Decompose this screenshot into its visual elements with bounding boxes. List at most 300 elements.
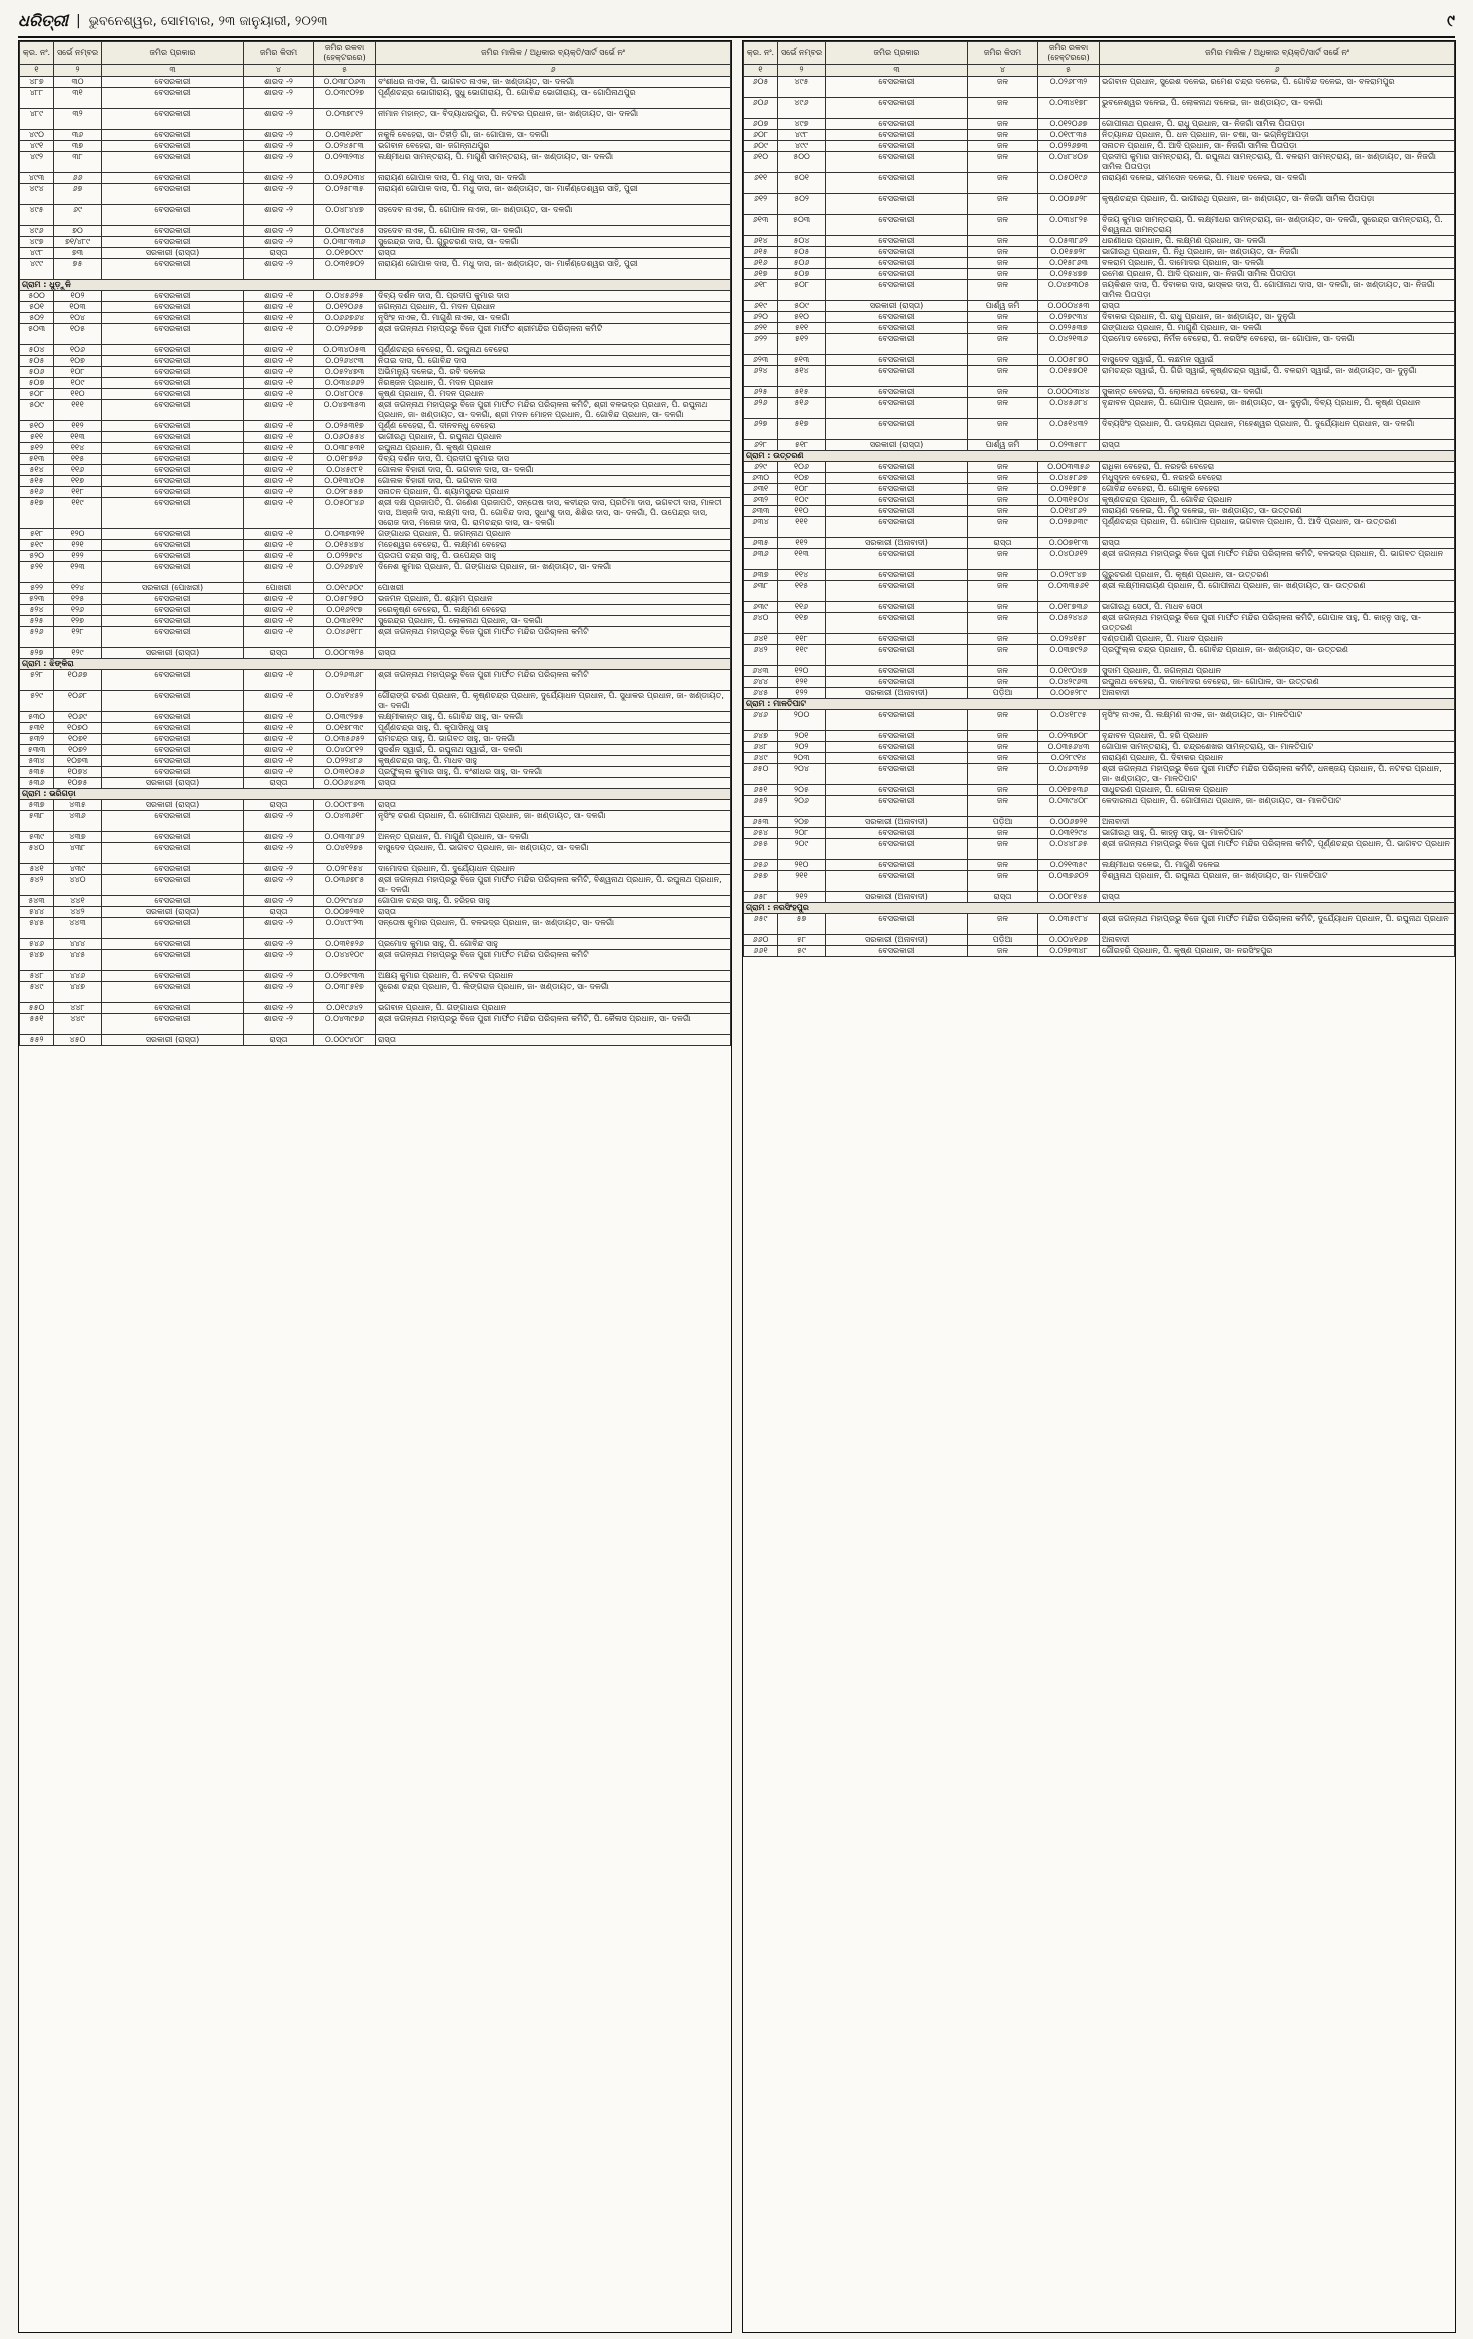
table-row — [744, 914, 1455, 935]
serial-number-cell: ୬୨୬ — [744, 398, 778, 419]
masthead: ଧରିତ୍ରୀ — [18, 11, 68, 30]
land-type-cell: ବେସରକାରୀ — [102, 345, 244, 356]
serial-number-cell: ୫୪୩ — [20, 896, 54, 907]
table-row — [20, 205, 731, 226]
serial-number-cell: ୫୦୬ — [20, 367, 54, 378]
survey-number-cell: ୧୦୩ — [54, 302, 102, 313]
table-row — [20, 389, 731, 400]
serial-number-cell: ୬୩୧ — [744, 484, 778, 495]
land-type-cell: ବେସରକାରୀ — [826, 236, 968, 247]
survey-number-cell: ୨୦୭ — [778, 817, 826, 828]
owner-cell: ଅନାବାଦୀ — [1100, 935, 1455, 946]
owner-cell: ରାସ୍ତା — [376, 648, 731, 659]
area-cell: ୦.୦୧୩୪୦୫ — [314, 476, 376, 487]
col-header-survey: ସର୍ଭେ ନମ୍ବର — [54, 42, 102, 65]
area-cell: ୦.୦୩୭୯୨୬ — [1038, 645, 1100, 666]
kisam-cell: ରାସ୍ତା — [244, 1035, 314, 1046]
serial-number-cell: ୫୧୩ — [20, 454, 54, 465]
table-row — [20, 864, 731, 875]
area-cell: ୦.୦୪୫୬୨୫ — [314, 291, 376, 302]
area-cell: ୦.୦୩୮୩୩୬ — [314, 237, 376, 248]
kisam-cell: ଶାରଦ -୨ — [244, 130, 314, 141]
area-cell: ୦.୦୨୫୩୧୭ — [314, 421, 376, 432]
table-row — [20, 356, 731, 367]
owner-cell: ସହଦେବ ନାଏକ, ପି. ଗୋପାଳ ନାଏକ, ସା- ଦଳଗାଁ — [376, 226, 731, 237]
kisam-cell: ଶାରଦ -୨ — [244, 832, 314, 843]
area-cell: ୦.୦୩୪୬୬୨ — [314, 378, 376, 389]
area-cell: ୦.୦୧୮୭୨୬ — [314, 454, 376, 465]
owner-cell: ଦଣ୍ଡପାଣି ପ୍ରଧାନ, ପି. ମାଧବ ପ୍ରଧାନ — [1100, 634, 1455, 645]
kisam-cell: ଶାରଦ -୧ — [244, 378, 314, 389]
serial-number-cell: ୬୫୦ — [744, 764, 778, 785]
land-type-cell: ବେସରକାରୀ — [826, 570, 968, 581]
land-type-cell: ବେସରକାରୀ — [102, 950, 244, 971]
table-row — [744, 677, 1455, 688]
serial-number-cell: ୫୩୪ — [20, 756, 54, 767]
kisam-cell: ଜଳ — [968, 484, 1038, 495]
land-type-cell: ବେସରକାରୀ — [102, 77, 244, 88]
kisam-cell: ଜଳ — [968, 173, 1038, 194]
col-number: ୪ — [968, 65, 1038, 77]
table-row — [20, 400, 731, 421]
table-row — [20, 907, 731, 918]
survey-number-cell: ୨୧୧ — [778, 871, 826, 892]
table-row — [20, 1014, 731, 1035]
serial-number-cell: ୫୫୧ — [20, 1014, 54, 1035]
survey-number-cell: ୨୦୨ — [778, 742, 826, 753]
owner-cell: ପୂର୍ଣ୍ଣଚନ୍ଦ୍ର ବେହେରା, ପି. ରଘୁନାଥ ବେହେରା — [376, 345, 731, 356]
area-cell: ୦.୦୩୪୦୫୩ — [314, 345, 376, 356]
area-cell: ୦.୦୪୫୮୬୭ — [1038, 473, 1100, 484]
land-type-cell: ବେସରକାରୀ — [826, 742, 968, 753]
area-cell: ୦.୦୩୧୫୦୪ — [1038, 495, 1100, 506]
col-number: ୨ — [778, 65, 826, 77]
serial-number-cell: ୫୩୨ — [20, 734, 54, 745]
survey-number-cell: ୧୨୧ — [54, 540, 102, 551]
serial-number-cell: ୫୪୧ — [20, 864, 54, 875]
area-cell: ୦.୦୩୪୧୨୯ — [314, 616, 376, 627]
area-cell: ୦.୦୪୧୮୯୫ — [1038, 710, 1100, 731]
table-row — [744, 753, 1455, 764]
serial-number-cell: ୬୪୩ — [744, 666, 778, 677]
survey-number-cell: ୧୦୭୫ — [54, 778, 102, 789]
serial-number-cell: ୬୪୦ — [744, 613, 778, 634]
survey-number-cell: ୫୦୩ — [778, 215, 826, 236]
table-row — [20, 487, 731, 498]
table-row — [744, 764, 1455, 785]
land-type-cell: ବେସରକାରୀ — [102, 918, 244, 939]
table-row — [20, 745, 731, 756]
survey-number-cell: ୧୦୬୮ — [54, 691, 102, 712]
land-type-cell: ସରକାରୀ (ଅନାବାଦୀ) — [826, 935, 968, 946]
table-row — [20, 670, 731, 691]
kisam-cell: ଜଳ — [968, 258, 1038, 269]
kisam-cell: ଶାରଦ -୨ — [244, 205, 314, 226]
survey-number-cell: ୧୦୮ — [54, 367, 102, 378]
land-type-cell: ବେସରକାରୀ — [826, 517, 968, 538]
survey-number-cell: ୩୮ — [54, 152, 102, 173]
serial-number-cell: ୬୨୫ — [744, 387, 778, 398]
village-name: ଗ୍ରାମ : ଭରିଗଡ଼ା — [20, 789, 731, 800]
serial-number-cell: ୫୦୭ — [20, 378, 54, 389]
col-header-serial: କ୍ର. ନଂ. — [744, 42, 778, 65]
owner-cell: ନାରାୟଣ ଦଳେଇ, ପି. ମିଠୁ ଦଳେଇ, ଜା- ଖଣ୍ଡାୟତ, ସା- ଉତ୍ତରଣ — [1100, 506, 1455, 517]
col-header-land-type: ଜମିର ପ୍ରକାର — [102, 42, 244, 65]
area-cell: ୦.୦୨୩୨୩୪ — [314, 152, 376, 173]
kisam-cell: ଜଳ — [968, 462, 1038, 473]
survey-number-cell: ୧୧୩ — [54, 432, 102, 443]
land-type-cell: ବେସରକାରୀ — [102, 487, 244, 498]
survey-number-cell: ୧୦୭୦ — [54, 723, 102, 734]
table-row — [20, 476, 731, 487]
kisam-cell: ଶାରଦ -୧ — [244, 313, 314, 324]
owner-cell: ଶ୍ରୀ ଜଗନ୍ନାଥ ମହାପ୍ରଭୁ ବିଜେ ପୁରୀ ମାର୍ଫତ ଶ୍ରୀମନ୍ଦିର ପରିଚାଳନା କମିଟି — [376, 324, 731, 345]
owner-cell: ଅଭିମନ୍ୟୁ ଦଳେଇ, ପି. ରବି ଦଳେଇ — [376, 367, 731, 378]
owner-cell: ଭଜମନ ପ୍ରଧାନ, ପି. ଶ୍ୟାମ ପ୍ରଧାନ — [376, 594, 731, 605]
village-header-row — [20, 789, 731, 800]
kisam-cell: ଶାରଦ -୧ — [244, 616, 314, 627]
survey-number-cell: ୪୯୮ — [778, 130, 826, 141]
owner-cell: ପୂର୍ଣ୍ଣଚନ୍ଦ୍ର ସାହୁ, ପି. କୃପାସିନ୍ଧୁ ସାହୁ — [376, 723, 731, 734]
area-cell: ୦.୦୪୬୧୮୮ — [314, 627, 376, 648]
serial-number-cell: ୫୧୮ — [20, 529, 54, 540]
area-cell: ୦.୦୧୯୬୦୯ — [314, 583, 376, 594]
area-cell: ୦.୦୩୫୬୫୨ — [314, 734, 376, 745]
owner-cell: ପ୍ରଫୁଲ୍ଲ କୁମାର ସାହୁ, ପି. ବଂଶୀଧର ସାହୁ, ସା- ଦଳଗାଁ — [376, 767, 731, 778]
land-type-cell: ବେସରକାରୀ — [102, 627, 244, 648]
area-cell: ୦.୦୩୩୫୬୧ — [1038, 581, 1100, 602]
serial-number-cell: ୬୪୧ — [744, 634, 778, 645]
kisam-cell: ଶାରଦ -୧ — [244, 400, 314, 421]
land-type-cell: ବେସରକାରୀ — [102, 551, 244, 562]
table-row — [744, 366, 1455, 387]
survey-number-cell: ୧୨୯ — [54, 648, 102, 659]
land-type-cell: ବେସରକାରୀ — [826, 645, 968, 666]
kisam-cell: ଜଳ — [968, 666, 1038, 677]
serial-number-cell: ୬୨୩ — [744, 355, 778, 366]
owner-cell: ନୃସିଂହ ନାଏକ, ପି. ଲକ୍ଷ୍ମଣ ନାଏକ, ଜା- ଖଣ୍ଡାୟତ, ସା- ମାଳତିପାଟ — [1100, 710, 1455, 731]
land-type-cell: ବେସରକାରୀ — [826, 914, 968, 935]
serial-number-cell: ୬୨୯ — [744, 462, 778, 473]
owner-cell: ନିରଞ୍ଜନ ପ୍ରଧାନ, ପି. ମଦନ ପ୍ରଧାନ — [376, 378, 731, 389]
kisam-cell: ଶାରଦ -୨ — [244, 173, 314, 184]
serial-number-cell: ୪୯୯ — [20, 259, 54, 280]
table-row — [744, 731, 1455, 742]
area-cell: ୦.୦୪୨୧୩୬ — [1038, 334, 1100, 355]
area-cell: ୦.୦୩୧୭୦୨ — [314, 259, 376, 280]
land-type-cell: ବେସରକାରୀ — [102, 540, 244, 551]
serial-number-cell: ୪୯୦ — [20, 130, 54, 141]
land-type-cell: ବେସରକାରୀ — [826, 387, 968, 398]
owner-cell: ବୃନ୍ଦାବନ ପ୍ରଧାନ, ପି. ହରି ପ୍ରଧାନ — [1100, 731, 1455, 742]
table-row — [744, 280, 1455, 301]
land-type-cell: ବେସରକାରୀ — [102, 367, 244, 378]
village-name: ଗ୍ରାମ : ଉତ୍ତରଣ — [744, 451, 1455, 462]
kisam-cell: ଶାରଦ -୧ — [244, 291, 314, 302]
land-type-cell: ବେସରକାରୀ — [826, 130, 968, 141]
kisam-cell: ଜଳ — [968, 860, 1038, 871]
area-cell: ୦.୦୪୮୦୯୫ — [314, 389, 376, 400]
kisam-cell: ଜଳ — [968, 312, 1038, 323]
land-type-cell: ବେସରକାରୀ — [102, 313, 244, 324]
kisam-cell: ଜଳ — [968, 323, 1038, 334]
kisam-cell: ଶାରଦ -୧ — [244, 389, 314, 400]
owner-cell: ଭାଗୀରଥି ପ୍ରଧାନ, ପି. ରଘୁନାଥ ପ୍ରଧାନ — [376, 432, 731, 443]
kisam-cell: ଜଳ — [968, 236, 1038, 247]
owner-cell: ଅନନ୍ତ ପ୍ରଧାନ, ପି. ମାଗୁଣି ପ୍ରଧାନ, ସା- ଦଳଗାଁ — [376, 832, 731, 843]
serial-number-cell: ୫୦୧ — [20, 302, 54, 313]
land-type-cell: ସରକାରୀ (ଅନାବାଦୀ) — [826, 688, 968, 699]
kisam-cell: ଜଳ — [968, 764, 1038, 785]
owner-cell: ରାସ୍ତା — [376, 778, 731, 789]
area-cell: ୦.୦୨୬୩୬୮ — [314, 670, 376, 691]
serial-number-cell: ୬୩୮ — [744, 581, 778, 602]
kisam-cell: ରାସ୍ତା — [244, 907, 314, 918]
land-type-cell: ବେସରକାରୀ — [826, 871, 968, 892]
owner-cell: ପୂର୍ଣ୍ଣଚନ୍ଦ୍ର ଭୋଗୀରାୟ, ସୁଧୁ ଭୋଗୀରାୟ, ପି. ଗୋବିନ୍ଦ ଭୋଗୀରାୟ, ସା- ଗୋପିନାଥପୁର — [376, 88, 731, 109]
serial-number-cell: ୫୪୮ — [20, 971, 54, 982]
survey-number-cell: ୧୦୬୭ — [54, 670, 102, 691]
owner-cell: ନିତ୍ୟାନନ୍ଦ ପ୍ରଧାନ, ପି. ଧନ ପ୍ରଧାନ, ଜା- ଚଷା, ସା- ଭଗ୍ନିନୁଆପଡ଼ା — [1100, 130, 1455, 141]
area-cell: ୦.୦୧୭୫୩୬ — [1038, 785, 1100, 796]
serial-number-cell: ୬୧୫ — [744, 247, 778, 258]
table-row — [20, 551, 731, 562]
area-cell: ୦.୦୪୬୩୨୭ — [1038, 764, 1100, 785]
col-header-kisam: ଜମିର କିସମ — [968, 42, 1038, 65]
kisam-cell: ଶାରଦ -୧ — [244, 454, 314, 465]
table-row — [20, 432, 731, 443]
table-row — [20, 248, 731, 259]
area-cell: ୦.୦୦୬୪୬୩ — [314, 778, 376, 789]
owner-cell: ଗଙ୍ଗାଧର ପ୍ରଧାନ, ପି. ଜଗନ୍ନାଥ ପ୍ରଧାନ — [376, 529, 731, 540]
land-type-cell: ବେସରକାରୀ — [826, 462, 968, 473]
village-name: ଗ୍ରାମ : ଝିଙ୍କିରା — [20, 659, 731, 670]
table-row — [20, 421, 731, 432]
owner-cell: ଦିବ୍ୟ ଦର୍ଶନ ଦାସ, ପି. ପ୍ରଦୀପ କୁମାର ଦାସ — [376, 454, 731, 465]
serial-number-cell: ୬୨୨ — [744, 334, 778, 355]
land-type-cell: ବେସରକାରୀ — [826, 312, 968, 323]
left-land-table-panel — [18, 40, 732, 2333]
table-row — [20, 778, 731, 789]
kisam-cell: ଜଳ — [968, 871, 1038, 892]
table-row — [20, 982, 731, 1003]
survey-number-cell: ୫୭ — [778, 914, 826, 935]
owner-cell: ଭଗବାନ ବେହେରା, ସା- ଜଗନ୍ନାଥପୁର — [376, 141, 731, 152]
serial-number-cell: ୫୨୨ — [20, 583, 54, 594]
area-cell: ୦.୦୪୦୮୧୨ — [314, 745, 376, 756]
kisam-cell: ଜଳ — [968, 194, 1038, 215]
kisam-cell: ଶାରଦ -୧ — [244, 476, 314, 487]
owner-cell: ବଳରାମ ପ୍ରଧାନ, ପି. ଦାମୋଦର ପ୍ରଧାନ, ସା- ଦଳଗାଁ — [1100, 258, 1455, 269]
page-number: ୯ — [1447, 11, 1455, 30]
survey-number-cell: ୫୧୫ — [778, 387, 826, 398]
survey-number-cell: ୪୪୭ — [54, 982, 102, 1003]
serial-number-cell: ୬୪୭ — [744, 731, 778, 742]
owner-cell: ଦିନେଶ କୁମାର ପ୍ରଧାନ, ପି. ଗଙ୍ଗାଧର ପ୍ରଧାନ, ଜା- ଖଣ୍ଡାୟତ, ସା- ଦଳଗାଁ — [376, 562, 731, 583]
table-row — [20, 767, 731, 778]
land-type-cell: ବେସରକାରୀ — [102, 498, 244, 529]
table-row — [20, 1035, 731, 1046]
survey-number-cell: ୪୪୫ — [54, 950, 102, 971]
serial-number-cell: ୬୫୯ — [744, 914, 778, 935]
survey-number-cell: ୪୪୪ — [54, 939, 102, 950]
kisam-cell: ଶାରଦ -୧ — [244, 432, 314, 443]
serial-number-cell: ୫୨୪ — [20, 605, 54, 616]
survey-number-cell: ୭୦ — [54, 226, 102, 237]
serial-number-cell: ୫୩୩ — [20, 745, 54, 756]
serial-number-cell: ୬୧୪ — [744, 236, 778, 247]
serial-number-cell: ୫୫୨ — [20, 1035, 54, 1046]
kisam-cell: ଜଳ — [968, 387, 1038, 398]
table-row — [20, 237, 731, 248]
area-cell: ୦.୦୩୧୨୯୪ — [1038, 828, 1100, 839]
area-cell: ୦.୦୨୮୫୫୭ — [314, 487, 376, 498]
village-header-row — [20, 280, 731, 291]
right-land-table-panel — [742, 40, 1456, 2333]
survey-number-cell: ୪୩୫ — [54, 800, 102, 811]
table-row — [20, 324, 731, 345]
survey-number-cell: ୫୧୧ — [778, 323, 826, 334]
survey-number-cell: ୪୩୯ — [54, 864, 102, 875]
serial-number-cell: ୫୧୦ — [20, 421, 54, 432]
area-cell: ୦.୦୦୦୩୪୪ — [1038, 387, 1100, 398]
owner-cell: ବିଜୟ କୁମାର ସାମନ୍ତରାୟ, ପି. ଲକ୍ଷ୍ମୀଧର ସାମନ୍ତରାୟ, ଜା- ଖଣ୍ଡାୟତ, ସା- ଦଳଗାଁ, ସୁରେନ୍ଦ୍ର ସାମନ୍ତରାୟ, ପି. ବିଶ୍ୱନାଥ ସାମନ୍ତରାୟ — [1100, 215, 1455, 236]
land-type-cell: ବେସରକାରୀ — [102, 712, 244, 723]
area-cell: ୦.୦୫୨୪୪୬ — [1038, 613, 1100, 634]
area-cell: ୦.୦୩୧୦୫୬ — [314, 767, 376, 778]
land-type-cell: ବେସରକାରୀ — [826, 258, 968, 269]
kisam-cell: ଜଳ — [968, 602, 1038, 613]
area-cell: ୦.୦୧୨୦୬୭ — [1038, 119, 1100, 130]
serial-number-cell: ୪୯୮ — [20, 248, 54, 259]
table-row — [20, 734, 731, 745]
survey-number-cell: ୪୪୯ — [54, 1014, 102, 1035]
area-cell: ୦.୦୨୪୫୮୩ — [314, 141, 376, 152]
survey-number-cell: ୫୦୫ — [778, 247, 826, 258]
survey-number-cell: ୧୧୮ — [778, 634, 826, 645]
area-cell: ୦.୦୩୮୫୧୭ — [314, 982, 376, 1003]
survey-number-cell: ୧୧୫ — [54, 454, 102, 465]
survey-number-cell: ୧୨୨ — [778, 688, 826, 699]
kisam-cell: ଜଳ — [968, 77, 1038, 98]
area-cell: ୦.୦୪୯୮୨୩ — [314, 918, 376, 939]
kisam-cell: ରାସ୍ତା — [244, 800, 314, 811]
table-row — [744, 387, 1455, 398]
area-cell: ୦.୦୪୧୨୭୫ — [314, 843, 376, 864]
village-header-row — [744, 451, 1455, 462]
kisam-cell: ଶାରଦ -୧ — [244, 691, 314, 712]
serial-number-cell: ୫୦୦ — [20, 291, 54, 302]
table-row — [744, 215, 1455, 236]
land-type-cell: ସରକାରୀ (ରାସ୍ତା) — [826, 301, 968, 312]
land-type-cell: ବେସରକାରୀ — [826, 828, 968, 839]
kisam-cell: ପାର୍ଶ୍ୱ ଜମି — [968, 440, 1038, 451]
serial-number-cell: ୫୧୭ — [20, 498, 54, 529]
survey-number-cell: ୫୦୪ — [778, 236, 826, 247]
survey-number-cell: ୪୪୧ — [54, 896, 102, 907]
owner-cell: ଗୋପାଳ ଚନ୍ଦ୍ର ସାହୁ, ପି. ହରିହର ସାହୁ — [376, 896, 731, 907]
area-cell: ୦.୦୨୭୬୩୯ — [1038, 517, 1100, 538]
serial-number-cell: ୬୨୪ — [744, 366, 778, 387]
land-type-cell: ସରକାରୀ (ଅନାବାଦୀ) — [826, 817, 968, 828]
kisam-cell: ଜଳ — [968, 398, 1038, 419]
survey-number-cell: ୫୦୨ — [778, 194, 826, 215]
land-type-cell: ବେସରକାରୀ — [826, 173, 968, 194]
serial-number-cell: ୬୩୫ — [744, 538, 778, 549]
owner-cell: ଗୌରହରି ପ୍ରଧାନ, ପି. କୃଷ୍ଣ ପ୍ରଧାନ, ସା- ନରସିଂହପୁର — [1100, 946, 1455, 957]
survey-number-cell: ୫୧୩ — [778, 355, 826, 366]
survey-number-cell: ୭୫ — [54, 259, 102, 280]
serial-number-cell: ୬୪୮ — [744, 742, 778, 753]
table-row — [20, 291, 731, 302]
owner-cell: ଶ୍ରୀ ଜଗନ୍ନାଥ ମହାପ୍ରଭୁ ବିଜେ ପୁରୀ ମାର୍ଫତ ମନ୍ଦିର ପରିଚାଳନା କମିଟି, ବଳଭଦ୍ର ପ୍ରଧାନ, ପି. ଭାଗବତ ପ୍ରଧାନ — [1100, 549, 1455, 570]
survey-number-cell: ୧୧୩ — [778, 549, 826, 570]
kisam-cell: ପଡ଼ିଆ — [968, 935, 1038, 946]
kisam-cell: ଶାରଦ -୨ — [244, 896, 314, 907]
serial-number-cell: ୬୫୧ — [744, 785, 778, 796]
survey-number-cell: ୪୪୦ — [54, 875, 102, 896]
land-type-cell: ବେସରକାରୀ — [102, 616, 244, 627]
land-type-cell: ବେସରକାରୀ — [826, 602, 968, 613]
kisam-cell: ଜଳ — [968, 506, 1038, 517]
dateline: ଭୁବନେଶ୍ୱର, ସୋମବାର, ୨୩ ଜାନୁୟାରୀ, ୨୦୨୩ — [88, 13, 328, 29]
land-type-cell: ବେସରକାରୀ — [102, 421, 244, 432]
serial-number-cell: ୫୦୯ — [20, 400, 54, 421]
serial-number-cell: ୬୩୭ — [744, 570, 778, 581]
kisam-cell: ଶାରଦ -୨ — [244, 864, 314, 875]
serial-number-cell: ୪୯୭ — [20, 237, 54, 248]
area-cell: ୦.୦୪୭୩୦୫ — [1038, 280, 1100, 301]
survey-number-cell: ୧୨୮ — [54, 627, 102, 648]
kisam-cell: ଶାରଦ -୨ — [244, 77, 314, 88]
land-type-cell: ବେସରକାରୀ — [102, 1003, 244, 1014]
area-cell: ୦.୦୧୫୮୬୩ — [1038, 258, 1100, 269]
kisam-cell: ଶାରଦ -୧ — [244, 540, 314, 551]
table-row — [20, 583, 731, 594]
survey-number-cell: ୧୨୩ — [54, 562, 102, 583]
land-type-cell: ବେସରକାରୀ — [102, 1014, 244, 1035]
owner-cell: ରାସ୍ତା — [1100, 538, 1455, 549]
serial-number-cell: ୫୪୪ — [20, 907, 54, 918]
table-row — [20, 141, 731, 152]
survey-number-cell: ୪୫୦ — [54, 1035, 102, 1046]
survey-number-cell: ୫୮ — [778, 935, 826, 946]
area-cell: ୦.୦୫୧୪୩୨ — [1038, 419, 1100, 440]
owner-cell: ବଂଶୀଧର ନାଏକ, ପି. ଭାଗବତ ନାଏକ, ଜା- ଖଣ୍ଡାୟତ, ସା- ଦଳଗାଁ — [376, 77, 731, 88]
serial-number-cell: ୫୪୦ — [20, 843, 54, 864]
land-type-cell: ବେସରକାରୀ — [826, 119, 968, 130]
page-header — [18, 6, 1455, 38]
area-cell: ୦.୦୩୩୮୬୨ — [314, 832, 376, 843]
survey-number-cell: ୪୩୮ — [54, 843, 102, 864]
survey-number-cell: ୧୦୮ — [778, 484, 826, 495]
owner-cell: ଭଗବାନ ପ୍ରଧାନ, ସୁରେଶ ଦଳେଇ, ରମେଶ ଚନ୍ଦ୍ର ଦଳେଇ, ପି. ଗୋବିନ୍ଦ ଦଳେଇ, ସା- ବଳରାମପୁର — [1100, 77, 1455, 98]
kisam-cell: ଶାରଦ -୨ — [244, 982, 314, 1003]
owner-cell: ଶ୍ରୀ ଜଗନ୍ନାଥ ମହାପ୍ରଭୁ ବିଜେ ପୁରୀ ମାର୍ଫତ ମନ୍ଦିର ପରିଚାଳନା କମିଟି, ଶ୍ରୀ ବଳଭଦ୍ର ପ୍ରଧାନ, ପି. ରଘୁନାଥ ପ୍ରଧାନ, ଜା- ଖଣ୍ଡାୟତ, ସା- ଦଳଗାଁ, ଶ୍ରୀ ମଦନ ମୋହନ ପ୍ରଧାନ, ପି. ଗୋବିନ୍ଦ ପ୍ରଧାନ, ସା- ଦଳଗାଁ — [376, 400, 731, 421]
area-cell: ୦.୦୩୪୧୭୮ — [1038, 98, 1100, 119]
kisam-cell: ରାସ୍ତା — [244, 648, 314, 659]
owner-cell: ପୂର୍ଣ୍ଣ ବେହେରା, ପି. ଦୀନବନ୍ଧୁ ବେହେରା — [376, 421, 731, 432]
owner-cell: ଲକ୍ଷ୍ମୀଧର ସାମନ୍ତରାୟ, ପି. ମାଗୁଣି ସାମନ୍ତରାୟ, ଜା- ଖଣ୍ଡାୟତ, ସା- ଦଳଗାଁ — [376, 152, 731, 173]
kisam-cell: ଜଳ — [968, 828, 1038, 839]
land-type-cell: ବେସରକାରୀ — [826, 323, 968, 334]
area-cell: ୦.୦୩୧୫୨୬ — [314, 939, 376, 950]
land-type-cell: ବେସରକାରୀ — [102, 237, 244, 248]
land-type-cell: ବେସରକାରୀ — [102, 476, 244, 487]
area-cell: ୦.୦୨୭୩୪୮ — [1038, 946, 1100, 957]
land-type-cell: ବେସରକାରୀ — [826, 946, 968, 957]
owner-cell: ମହେଶ୍ୱର ବେହେରା, ପି. ଲକ୍ଷ୍ମଣ ବେହେରା — [376, 540, 731, 551]
